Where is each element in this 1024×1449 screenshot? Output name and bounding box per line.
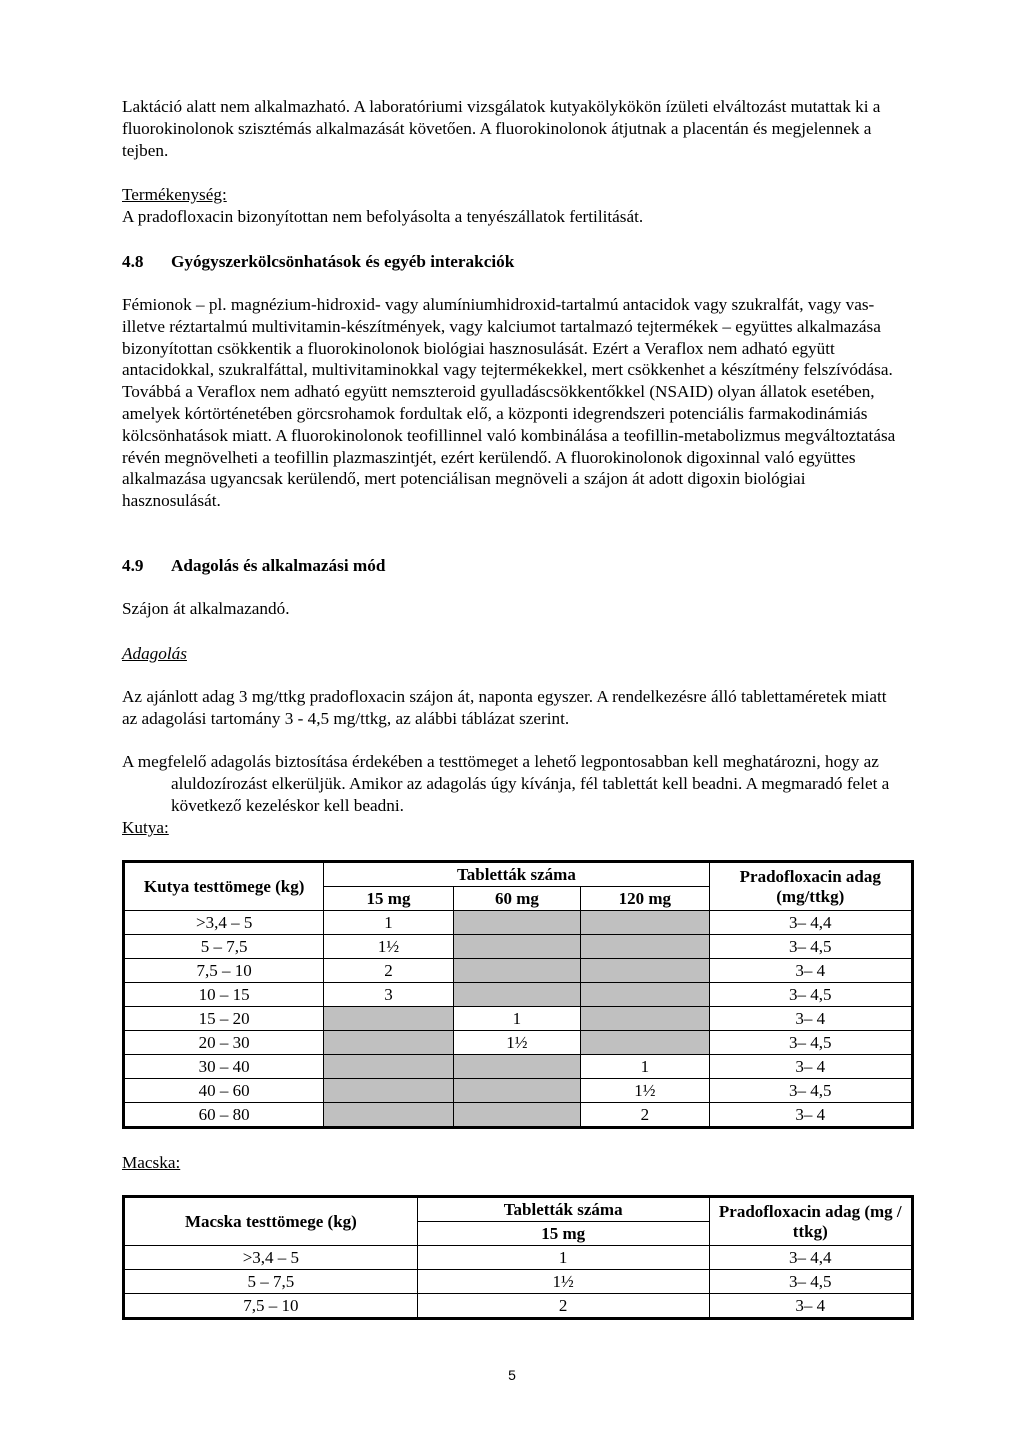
tablets-15mg-cell: 1½	[417, 1270, 709, 1294]
tablets-120mg-cell	[581, 911, 709, 935]
dose-cell: 3– 4	[709, 1294, 912, 1319]
dose-cell: 3– 4,5	[709, 983, 912, 1007]
weight-header: Macska testtömege (kg)	[124, 1197, 418, 1246]
tablets-60mg-cell	[453, 1079, 580, 1103]
tablets-120mg-cell	[581, 983, 709, 1007]
col-120mg-header: 120 mg	[581, 887, 709, 911]
weight-header: Kutya testtömege (kg)	[124, 862, 324, 911]
tablets-60mg-cell	[453, 911, 580, 935]
weight-cell: 60 – 80	[124, 1103, 324, 1128]
tablets-120mg-cell	[581, 959, 709, 983]
dog-label: Kutya:	[122, 818, 169, 837]
tablets-60mg-cell	[453, 1055, 580, 1079]
tablets-120mg-cell	[581, 1031, 709, 1055]
dosage-label: Adagolás	[122, 644, 187, 663]
tablets-120mg-cell	[581, 1007, 709, 1031]
section-4-8-heading	[122, 251, 514, 273]
tablets-60mg-cell	[453, 959, 580, 983]
tablets-15mg-cell: 1	[324, 911, 453, 935]
table-row	[124, 1103, 913, 1128]
tablets-60mg-cell	[453, 983, 580, 1007]
weight-cell: 5 – 7,5	[124, 1270, 418, 1294]
weight-cell: >3,4 – 5	[124, 911, 324, 935]
table-row	[124, 1007, 913, 1031]
fertility-label: Termékenység:	[122, 185, 227, 204]
tablets-15mg-cell	[324, 1103, 453, 1128]
tablets-15mg-cell	[324, 1031, 453, 1055]
interactions-paragraph: Fémionok – pl. magnézium-hidroxid- vagy alumíniumhidroxid-tartalmú antacidok vagy szukralfát, vagy vas- illetve réztartalmú multivitamin-készítmények, vagy kalciumot tartalmazó tejtermékek – együttes alkalmazása bizonyítottan csökkentik a fluorokinolonok biológiai hasznosulását. Ezért a Veraflox nem adható együtt antacidokkal, szukralfáttal, multivitaminokkal vagy tejtermékekkel, mert csökkenhet a készítmény felszívódása. Továbbá a Veraflox nem adható együtt nemszteroid gyulladáscsökkentőkkel (NSAID) olyan állatok esetében, amelyek kórtörténetében görcsrohamok fordultak elő, a központi idegrendszeri potenciális farmakodinámiás kölcsönhatások miatt. A fluorokinolonok teofillinnel való kombinálása a teofillin-metabolizmus megváltoztatása révén megnövelheti a teofillin plazmaszintjét, ezért kerülendő. A fluorokinolonok digoxinnal való együttes alkalmazása ugyancsak kerülendő, mert potenciálisan megnöveli a szájon át adott digoxin biológiai hasznosulását.	[122, 295, 896, 511]
section-4-9-heading	[122, 555, 385, 577]
fertility-paragraph: A pradofloxacin bizonyítottan nem befolyásolta a tenyészállatok fertilitását.	[122, 207, 644, 226]
tablets-15mg-cell	[324, 1055, 453, 1079]
tablets-120mg-cell: 2	[581, 1103, 709, 1128]
tablets-120mg-cell: 1	[581, 1055, 709, 1079]
col-60mg-header: 60 mg	[453, 887, 580, 911]
dose-cell: 3– 4	[709, 1103, 912, 1128]
tablets-15mg-cell: 2	[417, 1294, 709, 1319]
dose-cell: 3– 4	[709, 959, 912, 983]
table-row	[124, 935, 913, 959]
table-row	[124, 911, 913, 935]
table-row	[124, 959, 913, 983]
table-row	[124, 1079, 913, 1103]
weight-cell: 20 – 30	[124, 1031, 324, 1055]
tablets-header: Tabletták száma	[324, 862, 709, 887]
weight-cell: 7,5 – 10	[124, 959, 324, 983]
col-15mg-header: 15 mg	[417, 1222, 709, 1246]
table-row	[124, 983, 913, 1007]
section-title: Gyógyszerkölcsönhatások és egyéb interakciók	[171, 252, 515, 271]
dose-header: Pradofloxacin adag (mg / ttkg)	[709, 1197, 912, 1246]
section-number: 4.9	[122, 556, 144, 575]
weight-cell: >3,4 – 5	[124, 1246, 418, 1270]
dose-cell: 3– 4,4	[709, 1246, 912, 1270]
section-number: 4.8	[122, 252, 144, 271]
dog-dosage-table	[122, 860, 914, 1129]
tablets-60mg-cell	[453, 935, 580, 959]
dosage-paragraph: Az ajánlott adag 3 mg/ttkg pradofloxacin szájon át, naponta egyszer. A rendelkezésre álló tablettaméretek miatt az adagolási tartomány 3 - 4,5 mg/ttkg, az alábbi táblázat szerint.	[122, 687, 887, 728]
tablets-60mg-cell	[453, 1103, 580, 1128]
tablets-header: Tabletták száma	[417, 1197, 709, 1222]
dose-cell: 3– 4,5	[709, 1031, 912, 1055]
tablets-15mg-cell: 3	[324, 983, 453, 1007]
table-row	[124, 1294, 913, 1319]
table-row	[124, 1270, 913, 1294]
tablets-15mg-cell: 1½	[324, 935, 453, 959]
tablets-15mg-cell	[324, 1007, 453, 1031]
tablets-15mg-cell: 2	[324, 959, 453, 983]
dose-header: Pradofloxacin adag (mg/ttkg)	[709, 862, 912, 911]
cat-dosage-table	[122, 1195, 914, 1320]
weight-cell: 40 – 60	[124, 1079, 324, 1103]
oral-use-paragraph: Szájon át alkalmazandó.	[122, 599, 290, 618]
page-number: 5	[508, 1367, 516, 1383]
accuracy-paragraph: A megfelelő adagolás biztosítása érdekében a testtömeget a lehető legpontosabban kell meghatározni, hogy az aluldozírozást elkerüljük. Amikor az adagolás úgy kívánja, fél tablettát kell beadni. A megmaradó felet a következő kezeléskor kell beadni.	[122, 752, 890, 815]
dose-cell: 3– 4,4	[709, 911, 912, 935]
tablets-120mg-cell: 1½	[581, 1079, 709, 1103]
tablets-60mg-cell: 1	[453, 1007, 580, 1031]
lactation-paragraph: Laktáció alatt nem alkalmazható. A laboratóriumi vizsgálatok kutyakölykökön ízületi elváltozást mutattak ki a fluorokinolonok szisztémás alkalmazását követően. A fluorokinolonok átjutnak a placentán és megjelennek a tejben.	[122, 97, 881, 160]
table-row	[124, 1246, 913, 1270]
weight-cell: 5 – 7,5	[124, 935, 324, 959]
weight-cell: 10 – 15	[124, 983, 324, 1007]
section-title: Adagolás és alkalmazási mód	[171, 556, 386, 575]
tablets-15mg-cell: 1	[417, 1246, 709, 1270]
dose-cell: 3– 4	[709, 1055, 912, 1079]
tablets-120mg-cell	[581, 935, 709, 959]
dose-cell: 3– 4,5	[709, 1079, 912, 1103]
tablets-60mg-cell: 1½	[453, 1031, 580, 1055]
cat-label: Macska:	[122, 1153, 181, 1172]
weight-cell: 7,5 – 10	[124, 1294, 418, 1319]
tablets-15mg-cell	[324, 1079, 453, 1103]
weight-cell: 30 – 40	[124, 1055, 324, 1079]
dose-cell: 3– 4,5	[709, 935, 912, 959]
col-15mg-header: 15 mg	[324, 887, 453, 911]
table-row	[124, 1055, 913, 1079]
dose-cell: 3– 4,5	[709, 1270, 912, 1294]
weight-cell: 15 – 20	[124, 1007, 324, 1031]
dose-cell: 3– 4	[709, 1007, 912, 1031]
table-row	[124, 1031, 913, 1055]
